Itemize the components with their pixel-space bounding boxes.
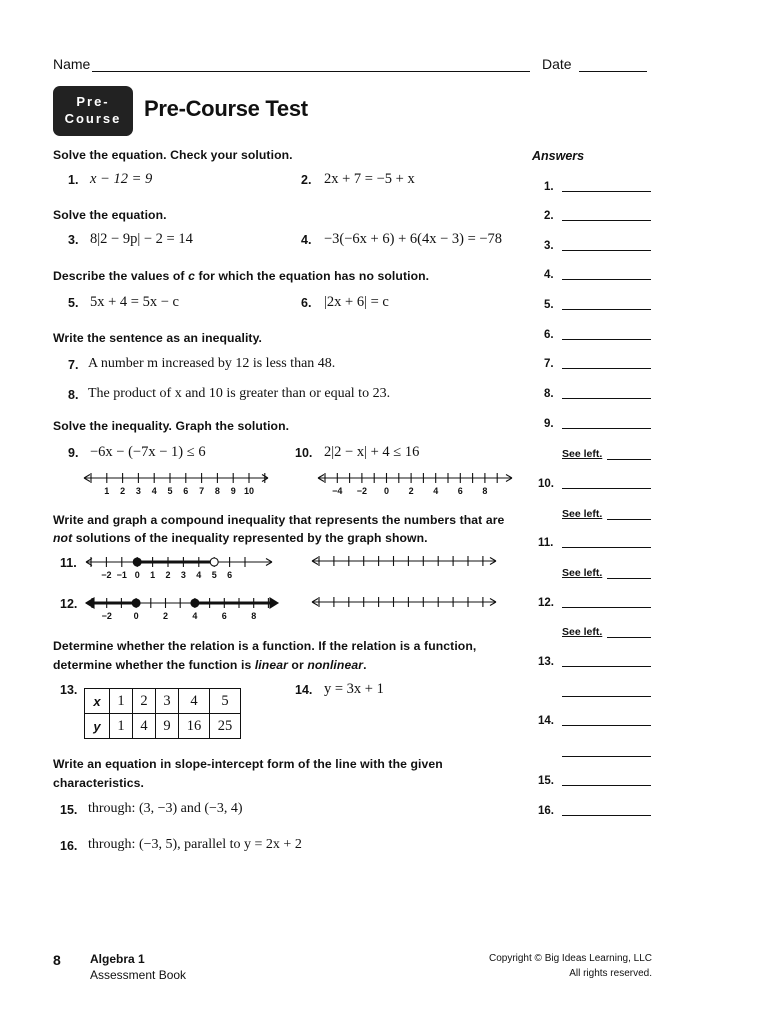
problem-15-number: 15. [60,803,78,817]
answer-label-8: 8. [544,388,554,400]
section-heading-7a: Determine whether the relation is a function. If the relation is a function, [53,639,477,653]
tick-label: 8 [214,486,220,496]
section-heading-6a: Write and graph a compound inequality that represents the numbers that are [53,513,505,527]
answer-line-6[interactable] [562,339,651,340]
closed-point [191,599,199,607]
tick-label: 3 [180,570,186,580]
answer-label-3: 3. [544,240,554,252]
problem-1-text: x − 12 = 9 [90,171,153,187]
answer-line-15[interactable] [562,785,651,786]
tick-label: −2 [101,611,112,621]
section-heading-3-b: for which the equation has no solution. [194,269,430,283]
tick-label: 4 [151,486,157,496]
blank-number-line-11[interactable] [310,552,500,570]
course-badge [53,86,133,136]
answer-label-11: 11. [538,537,554,549]
section-heading-6b-em: not [53,531,73,545]
left-arrowhead [86,598,94,608]
problem-15-text: through: (3, −3) and (−3, 4) [88,801,243,816]
tick-label: −2 [101,570,112,580]
section-heading-1: Solve the equation. Check your solution. [53,148,293,162]
answer-label-9: 9. [544,418,554,430]
answer-label-2: 2. [544,210,554,222]
answer-line-9[interactable] [562,428,651,429]
section-heading-7b [53,658,367,672]
number-line-10[interactable] [316,468,516,500]
answer-label-7: 7. [544,358,554,370]
see-left-line-11 [607,578,651,579]
tick-label: 6 [183,486,189,496]
copyright: Copyright © Big Ideas Learning, LLC [488,953,652,964]
problem-10-text: 2|2 − x| + 4 ≤ 16 [324,444,420,460]
section-heading-5: Solve the inequality. Graph the solution. [53,419,290,433]
tick-label: 1 [104,486,110,496]
table-cell: 16 [179,714,210,739]
problem-7-number: 7. [68,358,79,372]
section-heading-2: Solve the equation. [53,208,167,222]
badge-line-1: Pre- [76,94,110,109]
section-heading-8a: Write an equation in slope-intercept form of the line with the given [53,757,443,771]
answer-line-7[interactable] [562,368,651,369]
name-label: Name [53,56,91,72]
answer-line-3[interactable] [562,250,651,251]
answer-label-10: 10. [538,478,554,490]
problem-10-number: 10. [295,446,313,460]
badge-line-2: Course [64,111,122,126]
tick-label: 9 [230,486,236,496]
tick-label: 6 [221,611,227,621]
see-left-12: See left. [562,626,603,638]
section-heading-7b-mid: or [287,658,308,672]
table-cell: 1 [110,714,133,739]
problem-8-text: The product of x and 10 is greater than or equal to 23. [88,386,391,401]
problem-13-number: 13. [60,683,78,697]
rights: All rights reserved. [569,968,652,979]
problem-1-number: 1. [68,173,79,187]
answer-line-4[interactable] [562,279,651,280]
table-cell: 1 [110,689,133,714]
date-label: Date [542,56,572,72]
problem-6-number: 6. [301,296,312,310]
answer-line-8[interactable] [562,398,651,399]
answer-line-10[interactable] [562,488,651,489]
section-heading-6b [53,531,428,545]
problem-9-number: 9. [68,446,79,460]
answer-label-12: 12. [538,597,554,609]
tick-label: 5 [211,570,217,580]
see-left-11: See left. [562,567,603,579]
answer-line-13b[interactable] [562,696,651,697]
tick-label: 0 [383,486,390,496]
answer-label-13: 13. [538,656,554,668]
problem-4-number: 4. [301,233,312,247]
tick-label: −4 [332,486,343,496]
section-heading-6b-text: solutions of the inequality represented by the graph shown. [72,531,428,545]
table-cell: 4 [179,689,210,714]
section-heading-7b-a: determine whether the function is [53,658,255,672]
table-cell: 25 [210,714,241,739]
answer-line-5[interactable] [562,309,651,310]
date-line[interactable] [579,71,647,72]
section-heading-7b-em1: linear [254,658,288,672]
tick-label: 2 [162,611,169,621]
number-line-11 [84,552,276,582]
tick-label: 7 [199,486,205,496]
table-row [85,689,241,714]
tick-label: 4 [192,611,198,621]
blank-number-line-12[interactable] [310,593,500,611]
answer-line-1[interactable] [562,191,651,192]
tick-label: 6 [457,486,463,496]
table-y-label: y [85,714,110,739]
answer-label-15: 15. [538,775,554,787]
number-line-9[interactable] [82,468,272,500]
problem-6-text: |2x + 6| = c [324,294,389,310]
answer-line-11[interactable] [562,547,651,548]
problem-3-text: 8|2 − 9p| − 2 = 14 [90,231,193,247]
tick-label: 2 [408,486,414,496]
closed-point [132,599,140,607]
table-cell: 2 [133,689,156,714]
name-line[interactable] [92,71,530,72]
right-arrowhead [270,598,278,608]
answer-label-16: 16. [538,805,554,817]
section-heading-8b: characteristics. [53,776,145,790]
problem-14-number: 14. [295,683,313,697]
section-heading-7b-end: . [363,658,367,672]
tick-label: 8 [482,486,488,496]
tick-label: 8 [251,611,257,621]
answer-line-14[interactable] [562,725,651,726]
problem-14-text: y = 3x + 1 [324,681,384,697]
problem-7-text: A number m increased by 12 is less than 48. [88,356,336,371]
answer-label-5: 5. [544,299,554,311]
tick-label: 3 [135,486,141,496]
tick-label: 2 [165,570,171,580]
tick-label: 0 [134,570,140,580]
answer-label-14: 14. [538,715,554,727]
table-cell: 4 [133,714,156,739]
tick-label: 0 [133,611,139,621]
book-title: Algebra 1 [90,952,145,966]
table-x-label: x [85,689,110,714]
answer-label-6: 6. [544,329,554,341]
section-heading-7b-em2: nonlinear [307,658,364,672]
page-title: Pre-Course Test [144,96,308,121]
tick-label: 5 [167,486,173,496]
problem-8-number: 8. [68,388,79,402]
page-number: 8 [53,952,61,968]
see-left-9: See left. [562,448,603,460]
section-heading-3 [53,269,429,283]
answer-line-14b[interactable] [562,756,651,757]
see-left-line-12 [607,637,651,638]
tick-label: 6 [227,570,233,580]
tick-label: −1 [116,570,127,580]
problem-12-number: 12. [60,597,78,611]
problem-16-text: through: (−3, 5), parallel to y = 2x + 2 [88,837,302,852]
open-point [210,558,218,566]
tick-label: 1 [150,570,156,580]
see-left-10: See left. [562,508,603,520]
problem-16-number: 16. [60,839,78,853]
answer-line-16[interactable] [562,815,651,816]
number-line-12 [84,593,280,623]
see-left-line-9 [607,459,651,460]
tick-label: 10 [243,486,255,496]
relation-table [84,688,241,739]
answer-line-12[interactable] [562,607,651,608]
table-cell: 5 [210,689,241,714]
table-cell: 9 [156,714,179,739]
section-heading-3-c: c [188,269,195,283]
section-heading-3-a: Describe the values of [53,269,189,283]
problem-2-number: 2. [301,173,312,187]
answer-line-2[interactable] [562,220,651,221]
section-heading-4: Write the sentence as an inequality. [53,331,263,345]
problem-5-number: 5. [68,296,79,310]
tick-label: 4 [433,486,439,496]
closed-point [133,558,141,566]
answer-label-1: 1. [544,181,554,193]
problem-5-text: 5x + 4 = 5x − c [90,294,179,310]
book-subtitle: Assessment Book [90,968,187,982]
problem-9-text: −6x − (−7x − 1) ≤ 6 [90,444,206,460]
see-left-line-10 [607,519,651,520]
problem-4-text: −3(−6x + 6) + 6(4x − 3) = −78 [324,231,503,247]
tick-label: −2 [356,486,368,496]
answer-line-13[interactable] [562,666,651,667]
answers-title: Answers [532,149,585,163]
tick-label: 2 [120,486,126,496]
tick-label: 4 [196,570,202,580]
problem-3-number: 3. [68,233,79,247]
problem-11-number: 11. [60,556,77,570]
answer-label-4: 4. [544,269,554,281]
problem-2-text: 2x + 7 = −5 + x [324,171,415,187]
table-cell: 3 [156,689,179,714]
table-row [85,714,241,739]
